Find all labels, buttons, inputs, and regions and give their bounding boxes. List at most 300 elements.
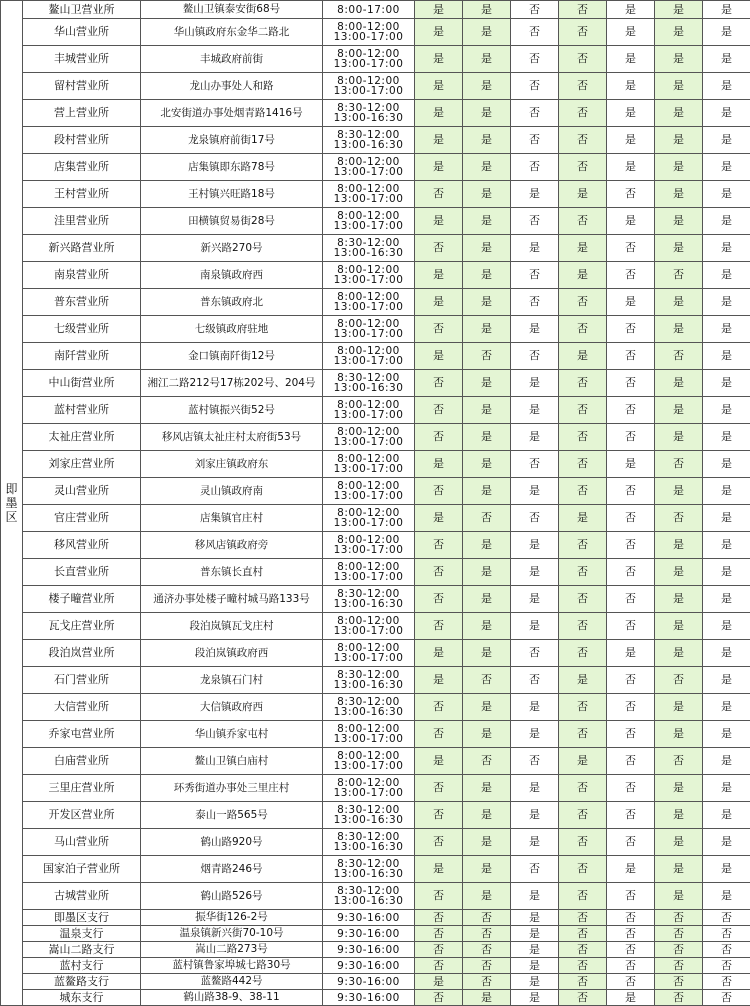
table-row — [1, 208, 750, 235]
business-hours: 8:30-12:00 13:00-16:30 — [323, 100, 415, 127]
flag-cell: 是 — [559, 667, 607, 694]
flag-cell: 否 — [607, 424, 655, 451]
outlet-address: 嵩山二路273号 — [141, 942, 323, 958]
region-cell: 即 墨 区 — [1, 1, 23, 1006]
flag-cell: 是 — [415, 343, 463, 370]
table-row — [1, 926, 750, 942]
business-hours: 9:30-16:00 — [323, 910, 415, 926]
flag-cell: 否 — [607, 942, 655, 958]
table-row — [1, 343, 750, 370]
flag-cell: 是 — [655, 694, 703, 721]
outlet-address: 店集镇官庄村 — [141, 505, 323, 532]
flag-cell: 否 — [607, 613, 655, 640]
outlet-address: 丰城政府前街 — [141, 46, 323, 73]
business-hours: 8:30-12:00 13:00-16:30 — [323, 127, 415, 154]
flag-cell: 否 — [511, 100, 559, 127]
outlet-name: 鳌山卫营业所 — [23, 1, 141, 19]
flag-cell: 是 — [607, 19, 655, 46]
outlet-name: 蓝鳌路支行 — [23, 974, 141, 990]
business-hours: 8:00-12:00 13:00-17:00 — [323, 262, 415, 289]
flag-cell: 否 — [559, 856, 607, 883]
outlet-name: 刘家庄营业所 — [23, 451, 141, 478]
outlet-address: 鹤山路526号 — [141, 883, 323, 910]
business-hours: 8:00-12:00 13:00-17:00 — [323, 559, 415, 586]
flag-cell: 否 — [415, 613, 463, 640]
flag-cell: 是 — [415, 1, 463, 19]
flag-cell: 否 — [415, 235, 463, 262]
table-row — [1, 721, 750, 748]
flag-cell: 是 — [463, 694, 511, 721]
outlet-address: 温泉镇新兴街70-10号 — [141, 926, 323, 942]
flag-cell: 是 — [511, 721, 559, 748]
flag-cell: 否 — [607, 667, 655, 694]
table-row — [1, 586, 750, 613]
flag-cell: 是 — [511, 958, 559, 974]
flag-cell: 是 — [415, 667, 463, 694]
flag-cell: 是 — [655, 802, 703, 829]
outlet-name: 蓝村营业所 — [23, 397, 141, 424]
table-row — [1, 370, 750, 397]
flag-cell: 是 — [703, 478, 750, 505]
outlet-address: 华山镇政府东金华二路北 — [141, 19, 323, 46]
flag-cell: 是 — [511, 694, 559, 721]
flag-cell: 是 — [703, 856, 750, 883]
flag-cell: 否 — [415, 990, 463, 1006]
flag-cell: 是 — [511, 316, 559, 343]
flag-cell: 是 — [463, 397, 511, 424]
flag-cell: 是 — [415, 748, 463, 775]
flag-cell: 是 — [463, 181, 511, 208]
flag-cell: 是 — [703, 829, 750, 856]
flag-cell: 是 — [703, 154, 750, 181]
flag-cell: 否 — [607, 478, 655, 505]
flag-cell: 是 — [607, 856, 655, 883]
flag-cell: 是 — [463, 289, 511, 316]
flag-cell: 否 — [559, 127, 607, 154]
table-row — [1, 856, 750, 883]
business-hours: 8:30-12:00 13:00-16:30 — [323, 856, 415, 883]
flag-cell: 是 — [655, 829, 703, 856]
flag-cell: 是 — [703, 559, 750, 586]
flag-cell: 否 — [511, 640, 559, 667]
outlet-address: 鹤山路38-9、38-11 — [141, 990, 323, 1006]
flag-cell: 否 — [463, 942, 511, 958]
outlet-name: 灵山营业所 — [23, 478, 141, 505]
business-hours: 8:30-12:00 13:00-16:30 — [323, 883, 415, 910]
outlet-name: 留村营业所 — [23, 73, 141, 100]
flag-cell: 是 — [511, 424, 559, 451]
flag-cell: 是 — [703, 370, 750, 397]
flag-cell: 是 — [703, 289, 750, 316]
business-hours: 8:00-12:00 13:00-17:00 — [323, 613, 415, 640]
flag-cell: 否 — [559, 451, 607, 478]
flag-cell: 否 — [703, 990, 750, 1006]
flag-cell: 是 — [655, 532, 703, 559]
flag-cell: 否 — [607, 802, 655, 829]
table-row — [1, 532, 750, 559]
business-hours: 8:00-17:00 — [323, 1, 415, 19]
flag-cell: 是 — [655, 181, 703, 208]
outlet-name: 南阡营业所 — [23, 343, 141, 370]
business-hours: 8:00-12:00 13:00-17:00 — [323, 73, 415, 100]
business-hours: 8:00-12:00 13:00-17:00 — [323, 19, 415, 46]
flag-cell: 否 — [607, 181, 655, 208]
flag-cell: 是 — [703, 532, 750, 559]
flag-cell: 否 — [415, 942, 463, 958]
flag-cell: 否 — [655, 990, 703, 1006]
table-row — [1, 1, 750, 19]
flag-cell: 是 — [703, 451, 750, 478]
flag-cell: 否 — [463, 974, 511, 990]
outlet-name: 段泊岚营业所 — [23, 640, 141, 667]
flag-cell: 否 — [511, 73, 559, 100]
outlet-name: 开发区营业所 — [23, 802, 141, 829]
flag-cell: 否 — [463, 926, 511, 942]
flag-cell: 否 — [559, 613, 607, 640]
flag-cell: 否 — [559, 19, 607, 46]
outlet-name: 太祉庄营业所 — [23, 424, 141, 451]
outlet-name: 乔家屯营业所 — [23, 721, 141, 748]
flag-cell: 是 — [655, 154, 703, 181]
flag-cell: 是 — [607, 289, 655, 316]
flag-cell: 否 — [511, 19, 559, 46]
flag-cell: 否 — [607, 721, 655, 748]
flag-cell: 是 — [655, 424, 703, 451]
flag-cell: 否 — [559, 942, 607, 958]
flag-cell: 是 — [655, 559, 703, 586]
table-row — [1, 802, 750, 829]
flag-cell: 是 — [415, 208, 463, 235]
business-hours: 8:00-12:00 13:00-17:00 — [323, 424, 415, 451]
flag-cell: 否 — [415, 721, 463, 748]
outlet-address: 段泊岚镇政府西 — [141, 640, 323, 667]
outlet-name: 华山营业所 — [23, 19, 141, 46]
flag-cell: 否 — [511, 667, 559, 694]
flag-cell: 否 — [415, 424, 463, 451]
flag-cell: 是 — [463, 19, 511, 46]
flag-cell: 否 — [703, 974, 750, 990]
outlet-name: 嵩山二路支行 — [23, 942, 141, 958]
flag-cell: 是 — [463, 478, 511, 505]
table-row — [1, 942, 750, 958]
flag-cell: 是 — [415, 100, 463, 127]
flag-cell: 否 — [415, 775, 463, 802]
flag-cell: 是 — [511, 883, 559, 910]
flag-cell: 是 — [415, 640, 463, 667]
outlet-address: 龙山办事处人和路 — [141, 73, 323, 100]
outlet-name: 七级营业所 — [23, 316, 141, 343]
business-hours: 9:30-16:00 — [323, 926, 415, 942]
flag-cell: 是 — [703, 613, 750, 640]
business-hours: 8:00-12:00 13:00-17:00 — [323, 532, 415, 559]
flag-cell: 是 — [511, 235, 559, 262]
outlet-address: 蓝村镇振兴街52号 — [141, 397, 323, 424]
flag-cell: 是 — [559, 748, 607, 775]
outlet-address: 振华街126-2号 — [141, 910, 323, 926]
table-row — [1, 127, 750, 154]
outlet-address: 环秀街道办事处三里庄村 — [141, 775, 323, 802]
business-hours: 8:30-12:00 13:00-16:30 — [323, 802, 415, 829]
flag-cell: 否 — [559, 532, 607, 559]
table-row — [1, 505, 750, 532]
outlet-name: 国家泊子营业所 — [23, 856, 141, 883]
flag-cell: 是 — [655, 883, 703, 910]
flag-cell: 否 — [559, 478, 607, 505]
business-hours: 8:00-12:00 13:00-17:00 — [323, 397, 415, 424]
flag-cell: 否 — [415, 370, 463, 397]
flag-cell: 否 — [607, 926, 655, 942]
outlet-address: 段泊岚镇瓦戈庄村 — [141, 613, 323, 640]
flag-cell: 否 — [607, 532, 655, 559]
outlet-address: 湘江二路212号17栋202号、204号 — [141, 370, 323, 397]
business-hours: 8:00-12:00 13:00-17:00 — [323, 154, 415, 181]
flag-cell: 否 — [511, 856, 559, 883]
flag-cell: 是 — [607, 46, 655, 73]
flag-cell: 否 — [607, 910, 655, 926]
table-row — [1, 289, 750, 316]
outlet-name: 洼里营业所 — [23, 208, 141, 235]
outlet-address: 泰山一路565号 — [141, 802, 323, 829]
flag-cell: 否 — [415, 958, 463, 974]
outlet-address: 蓝村镇鲁家埠城七路30号 — [141, 958, 323, 974]
flag-cell: 否 — [511, 1, 559, 19]
outlet-address: 普东镇政府北 — [141, 289, 323, 316]
flag-cell: 否 — [463, 667, 511, 694]
table-row — [1, 990, 750, 1006]
flag-cell: 是 — [415, 974, 463, 990]
flag-cell: 是 — [607, 990, 655, 1006]
business-hours: 8:30-12:00 13:00-16:30 — [323, 235, 415, 262]
flag-cell: 否 — [607, 958, 655, 974]
flag-cell: 是 — [463, 370, 511, 397]
outlet-name: 新兴路营业所 — [23, 235, 141, 262]
outlet-name: 丰城营业所 — [23, 46, 141, 73]
flag-cell: 是 — [511, 559, 559, 586]
table-row — [1, 181, 750, 208]
flag-cell: 是 — [463, 154, 511, 181]
outlet-name: 南泉营业所 — [23, 262, 141, 289]
flag-cell: 是 — [703, 343, 750, 370]
flag-cell: 是 — [703, 235, 750, 262]
table-row — [1, 775, 750, 802]
flag-cell: 是 — [655, 73, 703, 100]
flag-cell: 否 — [559, 424, 607, 451]
business-hours: 8:30-12:00 13:00-16:30 — [323, 586, 415, 613]
flag-cell: 是 — [655, 100, 703, 127]
business-hours: 8:30-12:00 13:00-16:30 — [323, 370, 415, 397]
business-hours: 9:30-16:00 — [323, 990, 415, 1006]
flag-cell: 是 — [463, 613, 511, 640]
business-hours: 8:00-12:00 13:00-17:00 — [323, 640, 415, 667]
flag-cell: 是 — [703, 586, 750, 613]
flag-cell: 否 — [655, 262, 703, 289]
outlet-name: 中山街营业所 — [23, 370, 141, 397]
flag-cell: 否 — [415, 397, 463, 424]
flag-cell: 否 — [415, 532, 463, 559]
flag-cell: 否 — [559, 694, 607, 721]
flag-cell: 否 — [559, 1, 607, 19]
flag-cell: 是 — [703, 46, 750, 73]
business-hours: 9:30-16:00 — [323, 958, 415, 974]
table-row — [1, 640, 750, 667]
flag-cell: 否 — [415, 559, 463, 586]
flag-cell: 否 — [655, 910, 703, 926]
flag-cell: 否 — [511, 46, 559, 73]
flag-cell: 否 — [559, 990, 607, 1006]
flag-cell: 否 — [607, 586, 655, 613]
flag-cell: 否 — [655, 505, 703, 532]
flag-cell: 否 — [655, 942, 703, 958]
flag-cell: 是 — [559, 235, 607, 262]
outlet-address: 田横镇贸易街28号 — [141, 208, 323, 235]
flag-cell: 是 — [703, 1, 750, 19]
flag-cell: 否 — [559, 974, 607, 990]
flag-cell: 是 — [415, 127, 463, 154]
flag-cell: 是 — [607, 208, 655, 235]
table-row — [1, 958, 750, 974]
table-row — [1, 667, 750, 694]
flag-cell: 否 — [559, 958, 607, 974]
flag-cell: 是 — [607, 451, 655, 478]
flag-cell: 是 — [559, 181, 607, 208]
flag-cell: 否 — [559, 775, 607, 802]
flag-cell: 是 — [511, 910, 559, 926]
flag-cell: 是 — [463, 990, 511, 1006]
flag-cell: 是 — [655, 289, 703, 316]
flag-cell: 是 — [703, 19, 750, 46]
flag-cell: 是 — [463, 424, 511, 451]
table-row — [1, 46, 750, 73]
outlet-name: 店集营业所 — [23, 154, 141, 181]
outlet-name: 官庄营业所 — [23, 505, 141, 532]
flag-cell: 是 — [703, 721, 750, 748]
flag-cell: 是 — [655, 46, 703, 73]
flag-cell: 否 — [511, 289, 559, 316]
flag-cell: 否 — [511, 451, 559, 478]
business-hours: 8:00-12:00 13:00-17:00 — [323, 775, 415, 802]
flag-cell: 是 — [703, 262, 750, 289]
flag-cell: 是 — [703, 208, 750, 235]
flag-cell: 否 — [655, 343, 703, 370]
business-hours: 8:00-12:00 13:00-17:00 — [323, 505, 415, 532]
table-row — [1, 235, 750, 262]
flag-cell: 是 — [415, 154, 463, 181]
flag-cell: 是 — [703, 424, 750, 451]
flag-cell: 是 — [655, 19, 703, 46]
flag-cell: 否 — [607, 559, 655, 586]
outlet-address: 移风店镇太祉庄村太府街53号 — [141, 424, 323, 451]
outlet-name: 大信营业所 — [23, 694, 141, 721]
flag-cell: 是 — [463, 208, 511, 235]
flag-cell: 是 — [463, 100, 511, 127]
flag-cell: 否 — [607, 775, 655, 802]
flag-cell: 是 — [463, 46, 511, 73]
flag-cell: 否 — [415, 883, 463, 910]
flag-cell: 否 — [703, 926, 750, 942]
business-hours: 8:00-12:00 13:00-17:00 — [323, 289, 415, 316]
flag-cell: 是 — [511, 990, 559, 1006]
outlet-name: 三里庄营业所 — [23, 775, 141, 802]
outlet-address: 移风店镇政府旁 — [141, 532, 323, 559]
flag-cell: 否 — [559, 802, 607, 829]
flag-cell: 是 — [655, 127, 703, 154]
flag-cell: 否 — [607, 370, 655, 397]
business-hours: 8:00-12:00 13:00-17:00 — [323, 181, 415, 208]
flag-cell: 是 — [703, 505, 750, 532]
outlet-name: 营上营业所 — [23, 100, 141, 127]
flag-cell: 否 — [463, 910, 511, 926]
flag-cell: 是 — [703, 127, 750, 154]
flag-cell: 否 — [703, 910, 750, 926]
flag-cell: 是 — [415, 451, 463, 478]
table-row — [1, 451, 750, 478]
business-hours: 8:00-12:00 13:00-17:00 — [323, 748, 415, 775]
table-row — [1, 694, 750, 721]
flag-cell: 是 — [511, 181, 559, 208]
flag-cell: 否 — [415, 802, 463, 829]
flag-cell: 是 — [607, 127, 655, 154]
business-hours: 8:00-12:00 13:00-17:00 — [323, 316, 415, 343]
outlet-address: 大信镇政府西 — [141, 694, 323, 721]
outlet-name: 白庙营业所 — [23, 748, 141, 775]
flag-cell: 是 — [655, 397, 703, 424]
flag-cell: 否 — [607, 316, 655, 343]
flag-cell: 是 — [463, 856, 511, 883]
outlet-name: 段村营业所 — [23, 127, 141, 154]
flag-cell: 是 — [463, 640, 511, 667]
flag-cell: 否 — [703, 942, 750, 958]
outlet-address: 南泉镇政府西 — [141, 262, 323, 289]
outlet-name: 普东营业所 — [23, 289, 141, 316]
flag-cell: 是 — [463, 235, 511, 262]
outlet-address: 金口镇南阡街12号 — [141, 343, 323, 370]
flag-cell: 否 — [415, 694, 463, 721]
flag-cell: 否 — [607, 883, 655, 910]
flag-cell: 是 — [703, 640, 750, 667]
flag-cell: 是 — [655, 370, 703, 397]
flag-cell: 否 — [559, 721, 607, 748]
table-row — [1, 100, 750, 127]
business-hours: 8:00-12:00 13:00-17:00 — [323, 721, 415, 748]
flag-cell: 是 — [655, 613, 703, 640]
flag-cell: 否 — [511, 505, 559, 532]
outlet-address: 通济办事处楼子疃村城马路133号 — [141, 586, 323, 613]
outlet-name: 马山营业所 — [23, 829, 141, 856]
flag-cell: 是 — [607, 154, 655, 181]
flag-cell: 是 — [415, 262, 463, 289]
table-row — [1, 613, 750, 640]
flag-cell: 是 — [607, 73, 655, 100]
outlet-name: 即墨区支行 — [23, 910, 141, 926]
table-row — [1, 974, 750, 990]
flag-cell: 否 — [415, 181, 463, 208]
business-hours: 8:30-12:00 13:00-16:30 — [323, 829, 415, 856]
flag-cell: 否 — [511, 208, 559, 235]
flag-cell: 否 — [655, 974, 703, 990]
business-hours: 8:00-12:00 13:00-17:00 — [323, 451, 415, 478]
flag-cell: 否 — [463, 958, 511, 974]
flag-cell: 否 — [559, 397, 607, 424]
flag-cell: 是 — [607, 640, 655, 667]
flag-cell: 否 — [511, 262, 559, 289]
flag-cell: 是 — [511, 370, 559, 397]
flag-cell: 否 — [511, 127, 559, 154]
flag-cell: 是 — [559, 505, 607, 532]
flag-cell: 否 — [463, 505, 511, 532]
flag-cell: 是 — [703, 397, 750, 424]
flag-cell: 是 — [463, 262, 511, 289]
outlet-address: 龙泉镇石门村 — [141, 667, 323, 694]
